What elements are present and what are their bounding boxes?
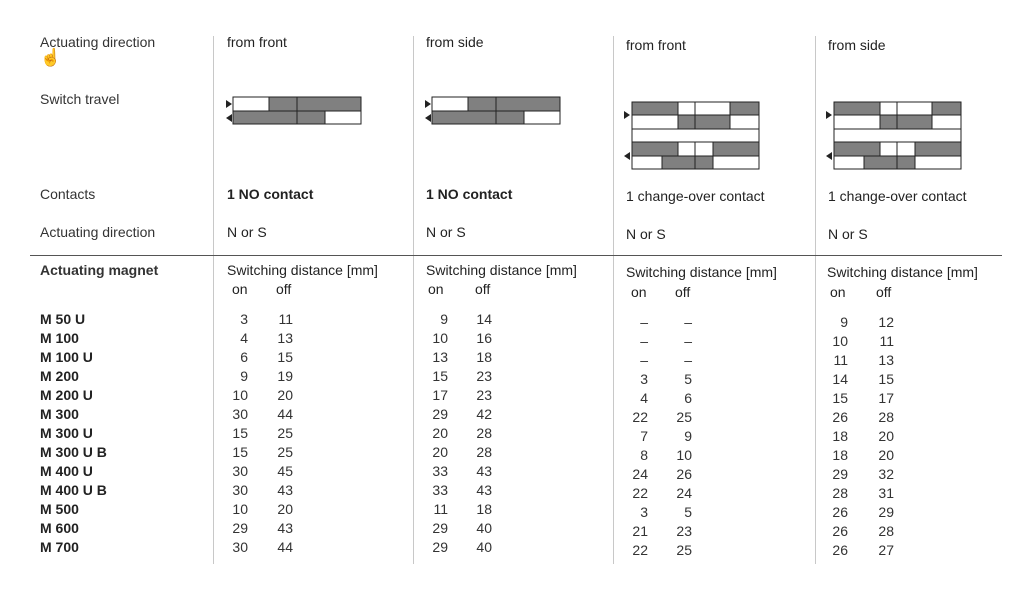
switch-off-value: 20 <box>277 387 293 403</box>
switch-on-value: 29 <box>832 466 848 482</box>
label-switch-travel: Switch travel <box>40 91 120 107</box>
switch-on-value: 22 <box>632 542 648 558</box>
switch-off-value: 25 <box>676 409 692 425</box>
col3-switch-travel-diagram <box>624 101 764 171</box>
switch-on-value: 26 <box>832 542 848 558</box>
col1-contact: 1 NO contact <box>227 186 314 202</box>
switch-on-value: 10 <box>232 501 248 517</box>
col3-on-label: on <box>631 284 647 300</box>
header-divider <box>30 255 1002 256</box>
switch-off-value: 28 <box>476 425 492 441</box>
col3-off-label: off <box>675 284 691 300</box>
col1-on-label: on <box>232 281 248 297</box>
switch-on-value: 10 <box>432 330 448 346</box>
magnet-name: M 400 U <box>40 463 93 479</box>
switch-off-value: 43 <box>277 520 293 536</box>
switch-off-value: 23 <box>476 387 492 403</box>
switch-off-value: 40 <box>476 539 492 555</box>
switch-off-value: 26 <box>676 466 692 482</box>
switch-off-value: 12 <box>878 314 894 330</box>
switch-off-value: 28 <box>878 409 894 425</box>
switch-off-value: 43 <box>476 463 492 479</box>
col1-direction: from front <box>227 34 287 50</box>
switch-on-value: 30 <box>232 406 248 422</box>
switch-off-value: 18 <box>476 501 492 517</box>
switch-off-value: – <box>684 352 692 368</box>
switch-off-value: 43 <box>277 482 293 498</box>
switch-on-value: 9 <box>240 368 248 384</box>
label-contacts: Contacts <box>40 186 96 202</box>
column-divider <box>815 36 816 564</box>
col2-on-label: on <box>428 281 444 297</box>
switch-on-value: – <box>640 333 648 349</box>
magnet-name: M 300 U <box>40 425 93 441</box>
switch-on-value: 20 <box>432 444 448 460</box>
label-actuating-magnet: Actuating magnet <box>40 262 159 278</box>
switch-on-value: 22 <box>632 485 648 501</box>
switch-off-value: 40 <box>476 520 492 536</box>
switch-on-value: 30 <box>232 539 248 555</box>
switch-on-value: 33 <box>432 463 448 479</box>
col1-switch-travel-diagram <box>226 96 366 126</box>
col1-off-label: off <box>276 281 292 297</box>
switch-off-value: 5 <box>684 504 692 520</box>
switch-off-value: 19 <box>277 368 293 384</box>
switch-on-value: 3 <box>640 371 648 387</box>
switch-off-value: 44 <box>277 406 293 422</box>
switch-on-value: 15 <box>432 368 448 384</box>
switch-on-value: 13 <box>432 349 448 365</box>
switch-off-value: 31 <box>878 485 894 501</box>
switch-off-value: 25 <box>676 542 692 558</box>
switch-off-value: 5 <box>684 371 692 387</box>
switch-on-value: 20 <box>432 425 448 441</box>
switch-off-value: 32 <box>878 466 894 482</box>
col2-contact: 1 NO contact <box>426 186 513 202</box>
switch-off-value: 25 <box>277 425 293 441</box>
switch-on-value: 3 <box>640 504 648 520</box>
switch-off-value: 42 <box>476 406 492 422</box>
switch-off-value: 23 <box>676 523 692 539</box>
switch-on-value: 26 <box>832 523 848 539</box>
switch-on-value: 4 <box>240 330 248 346</box>
switch-off-value: 24 <box>676 485 692 501</box>
switch-on-value: 29 <box>432 406 448 422</box>
switch-on-value: 30 <box>232 482 248 498</box>
switch-off-value: 11 <box>879 333 894 349</box>
col3-direction: from front <box>626 37 686 53</box>
magnet-name: M 200 <box>40 368 79 384</box>
magnet-name: M 500 <box>40 501 79 517</box>
switch-on-value: 7 <box>640 428 648 444</box>
switch-off-value: 28 <box>476 444 492 460</box>
switch-off-value: 20 <box>277 501 293 517</box>
col3-switching-heading: Switching distance [mm] <box>626 264 777 280</box>
switch-on-value: – <box>640 314 648 330</box>
switch-off-value: 9 <box>684 428 692 444</box>
switch-off-value: 6 <box>684 390 692 406</box>
switch-off-value: 20 <box>878 428 894 444</box>
magnet-name: M 200 U <box>40 387 93 403</box>
switch-off-value: 18 <box>476 349 492 365</box>
magnet-name: M 100 <box>40 330 79 346</box>
column-divider <box>613 36 614 564</box>
switch-on-value: 24 <box>632 466 648 482</box>
switch-on-value: 15 <box>832 390 848 406</box>
switch-off-value: 14 <box>476 311 492 327</box>
col4-contact: 1 change-over contact <box>828 188 967 204</box>
switch-off-value: 17 <box>878 390 894 406</box>
switch-off-value: – <box>684 333 692 349</box>
magnet-name: M 100 U <box>40 349 93 365</box>
column-divider <box>213 36 214 564</box>
col2-switching-heading: Switching distance [mm] <box>426 262 577 278</box>
magnet-name: M 300 U B <box>40 444 107 460</box>
switch-off-value: 20 <box>878 447 894 463</box>
col4-switching-heading: Switching distance [mm] <box>827 264 978 280</box>
switch-on-value: 11 <box>833 352 848 368</box>
magnet-name: M 600 <box>40 520 79 536</box>
switch-off-value: 11 <box>278 311 293 327</box>
switch-on-value: 6 <box>240 349 248 365</box>
col2-direction: from side <box>426 34 484 50</box>
switch-on-value: 17 <box>432 387 448 403</box>
switch-on-value: 10 <box>232 387 248 403</box>
col1-switching-heading: Switching distance [mm] <box>227 262 378 278</box>
switch-off-value: 13 <box>277 330 293 346</box>
magnet-name: M 700 <box>40 539 79 555</box>
switch-on-value: 15 <box>232 444 248 460</box>
switch-on-value: 29 <box>232 520 248 536</box>
col4-switch-travel-diagram <box>826 101 966 171</box>
col4-off-label: off <box>876 284 892 300</box>
col2-nors: N or S <box>426 224 466 240</box>
label-actuating-direction-2: Actuating direction <box>40 224 156 240</box>
col3-nors: N or S <box>626 226 666 242</box>
switch-on-value: 30 <box>232 463 248 479</box>
column-divider <box>413 36 414 564</box>
switch-off-value: – <box>684 314 692 330</box>
switch-off-value: 15 <box>277 349 293 365</box>
hand-pointer-icon: ☝ <box>40 48 62 67</box>
label-actuating-direction: Actuating direction <box>40 34 156 50</box>
switch-on-value: 33 <box>432 482 448 498</box>
switch-on-value: 11 <box>433 501 448 517</box>
switch-off-value: 16 <box>476 330 492 346</box>
switch-off-value: 43 <box>476 482 492 498</box>
switch-on-value: 18 <box>832 447 848 463</box>
col4-direction: from side <box>828 37 886 53</box>
switch-off-value: 23 <box>476 368 492 384</box>
switch-off-value: 28 <box>878 523 894 539</box>
col4-nors: N or S <box>828 226 868 242</box>
magnet-name: M 50 U <box>40 311 86 327</box>
switch-on-value: 26 <box>832 504 848 520</box>
col2-switch-travel-diagram <box>425 96 565 126</box>
switch-off-value: 25 <box>277 444 293 460</box>
switch-on-value: 14 <box>832 371 848 387</box>
switch-on-value: 15 <box>232 425 248 441</box>
switch-on-value: – <box>640 352 648 368</box>
switch-on-value: 3 <box>240 311 248 327</box>
switch-off-value: 15 <box>878 371 894 387</box>
switch-off-value: 10 <box>676 447 692 463</box>
switch-off-value: 13 <box>878 352 894 368</box>
switch-on-value: 10 <box>832 333 848 349</box>
switch-on-value: 28 <box>832 485 848 501</box>
switch-on-value: 18 <box>832 428 848 444</box>
col2-off-label: off <box>475 281 491 297</box>
switch-off-value: 44 <box>277 539 293 555</box>
switch-on-value: 8 <box>640 447 648 463</box>
switch-on-value: 9 <box>440 311 448 327</box>
magnet-name: M 300 <box>40 406 79 422</box>
switch-on-value: 29 <box>432 539 448 555</box>
switch-off-value: 45 <box>277 463 293 479</box>
switch-off-value: 29 <box>878 504 894 520</box>
switch-on-value: 29 <box>432 520 448 536</box>
switch-on-value: 26 <box>832 409 848 425</box>
magnet-name: M 400 U B <box>40 482 107 498</box>
col4-on-label: on <box>830 284 846 300</box>
switch-on-value: 9 <box>840 314 848 330</box>
switch-on-value: 21 <box>632 523 648 539</box>
switch-off-value: 27 <box>878 542 894 558</box>
col3-contact: 1 change-over contact <box>626 188 765 204</box>
switch-on-value: 4 <box>640 390 648 406</box>
col1-nors: N or S <box>227 224 267 240</box>
switch-on-value: 22 <box>632 409 648 425</box>
